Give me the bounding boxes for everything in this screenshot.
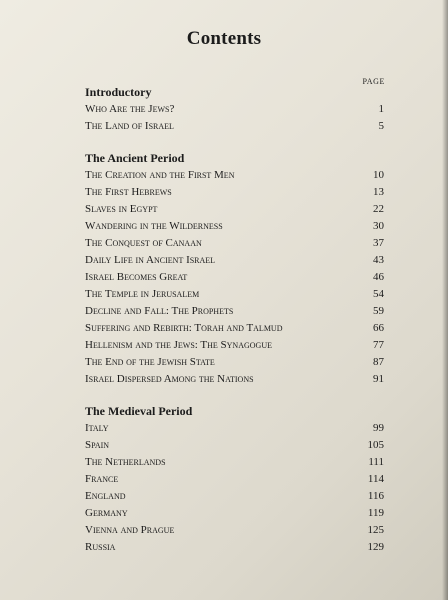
entry-page: 119 <box>367 507 384 519</box>
entry-page: 129 <box>367 541 384 553</box>
entry-title: The Creation and the First Men <box>85 169 235 181</box>
entry-title: The Land of Israel <box>85 120 174 132</box>
toc-entry <box>85 269 384 286</box>
entry-page: 125 <box>367 524 384 536</box>
entry-title: Hellenism and the Jews: The Synagogue <box>85 339 272 351</box>
toc-entry <box>85 488 384 505</box>
entry-page: 37 <box>373 237 384 249</box>
toc-entry <box>85 354 384 371</box>
entry-page: 91 <box>373 373 384 385</box>
table-of-contents <box>85 83 384 570</box>
entry-title: Daily Life in Ancient Israel <box>85 254 216 266</box>
entry-page: 105 <box>367 439 384 451</box>
entry-title: Israel Dispersed Among the Nations <box>85 373 254 385</box>
entry-page: 10 <box>373 169 384 181</box>
toc-entry <box>85 522 384 539</box>
entry-page: 43 <box>373 254 384 266</box>
entry-page: 5 <box>378 120 384 132</box>
entry-page: 59 <box>373 305 384 317</box>
toc-entry <box>85 201 384 218</box>
entry-page: 99 <box>373 422 384 434</box>
section-heading: The Medieval Period <box>85 404 193 418</box>
entry-page: 114 <box>367 473 384 485</box>
entry-title: The End of the Jewish State <box>85 356 215 368</box>
toc-entry <box>85 101 384 118</box>
entry-title: Wandering in the Wilderness <box>85 220 223 232</box>
entry-title: Russia <box>85 541 116 553</box>
entry-page: 54 <box>373 288 384 300</box>
entry-title: England <box>85 490 126 502</box>
entry-title: Who Are the Jews? <box>85 103 175 115</box>
section-ancient-period <box>85 149 384 388</box>
toc-entry <box>85 184 384 201</box>
entry-page: 46 <box>373 271 384 283</box>
toc-entry <box>85 303 384 320</box>
entry-title: Slaves in Egypt <box>85 203 158 215</box>
entry-title: The First Hebrews <box>85 186 172 198</box>
toc-entry <box>85 471 384 488</box>
entry-page: 13 <box>373 186 384 198</box>
section-heading: Introductory <box>85 85 152 99</box>
entry-page: 77 <box>373 339 384 351</box>
toc-entry <box>85 371 384 388</box>
entry-page: 22 <box>373 203 384 215</box>
toc-entry <box>85 337 384 354</box>
entry-title: Israel Becomes Great <box>85 271 188 283</box>
toc-entry <box>85 167 384 184</box>
toc-entry <box>85 235 384 252</box>
toc-entry <box>85 118 384 135</box>
section-introductory <box>85 83 384 135</box>
entry-page: 87 <box>373 356 384 368</box>
section-medieval-period <box>85 402 384 556</box>
entry-page: 30 <box>373 220 384 232</box>
entry-title: The Conquest of Canaan <box>85 237 202 249</box>
toc-entry <box>85 320 384 337</box>
entry-title: Germany <box>85 507 128 519</box>
page-title: Contents <box>186 28 262 49</box>
entry-title: The Temple in Jerusalem <box>85 288 200 300</box>
entry-title: Vienna and Prague <box>85 524 175 536</box>
entry-title: Suffering and Rebirth: Torah and Talmud <box>85 322 283 334</box>
entry-title: The Netherlands <box>85 456 166 468</box>
entry-page: 66 <box>373 322 384 334</box>
toc-entry <box>85 252 384 269</box>
toc-entry <box>85 539 384 556</box>
entry-title: France <box>85 473 119 485</box>
entry-title: Italy <box>85 422 109 434</box>
toc-entry <box>85 218 384 235</box>
entry-title: Decline and Fall: The Prophets <box>85 305 234 317</box>
toc-entry <box>85 437 384 454</box>
entry-page: 116 <box>367 490 384 502</box>
page-column-label: PAGE <box>362 77 385 86</box>
toc-entry <box>85 286 384 303</box>
toc-entry <box>85 505 384 522</box>
toc-entry <box>85 420 384 437</box>
section-heading: The Ancient Period <box>85 151 185 165</box>
entry-page: 1 <box>378 103 384 115</box>
entry-page: 111 <box>368 456 384 468</box>
entry-title: Spain <box>85 439 110 451</box>
toc-entry <box>85 454 384 471</box>
